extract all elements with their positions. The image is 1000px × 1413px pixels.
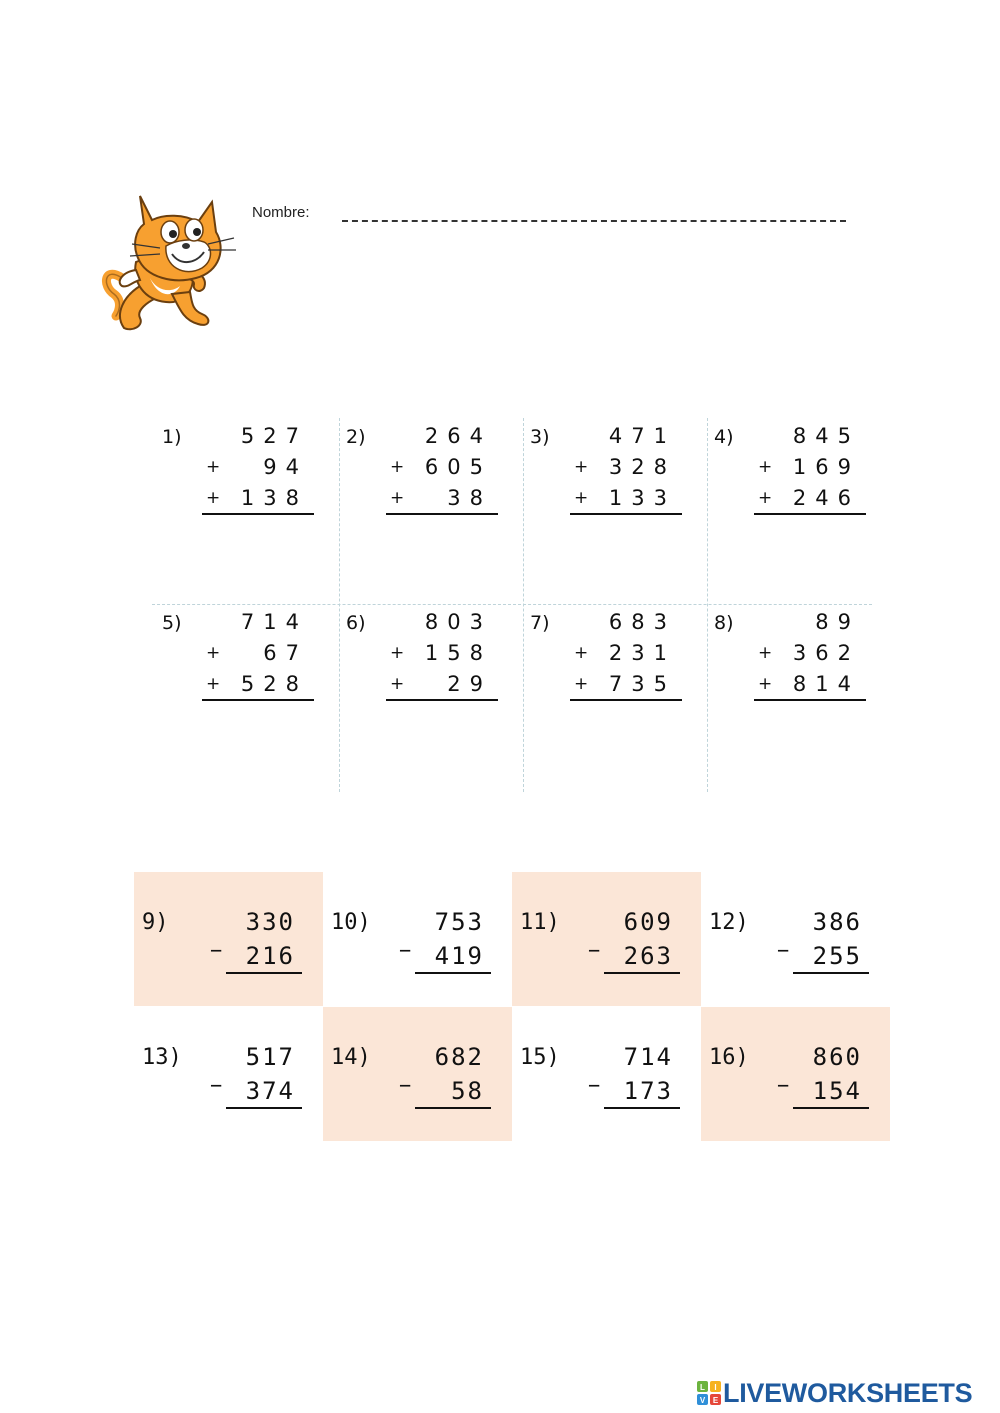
problem-number: 8) (714, 612, 734, 634)
plus-sign: + (206, 457, 221, 477)
addition-problem (336, 418, 520, 604)
minuend-value: 714 (623, 1043, 673, 1071)
problem-number: 14) (331, 1045, 371, 1070)
plus-sign: + (758, 488, 773, 508)
subtrahend-value: 374 (245, 1077, 295, 1105)
addend-row (202, 641, 314, 672)
addend-value: 67 (263, 641, 308, 665)
addend-value: 246 (792, 486, 860, 510)
difference-line (604, 1107, 680, 1109)
plus-sign: + (574, 674, 589, 694)
plus-sign: + (574, 457, 589, 477)
subtraction-problem (134, 872, 323, 1006)
addition-problem (336, 604, 520, 790)
subtrahend-value: 154 (812, 1077, 862, 1105)
plus-sign: + (206, 488, 221, 508)
brand-name: LIVEWORKSHEETS (723, 1378, 973, 1408)
difference-line (226, 1107, 302, 1109)
sum-line (754, 513, 866, 515)
problem-number: 9) (142, 910, 169, 935)
minus-sign: − (399, 938, 412, 962)
addend-row (386, 455, 498, 486)
addition-problem (152, 604, 336, 790)
addend-row (386, 424, 498, 455)
addend-value: 231 (608, 641, 676, 665)
plus-sign: + (758, 457, 773, 477)
addend-value: 735 (608, 672, 676, 696)
addition-problem (704, 604, 888, 790)
problem-number: 11) (520, 910, 560, 935)
liveworksheets-logo-icon (697, 1381, 721, 1405)
sum-line (754, 699, 866, 701)
subtrahend-value: 58 (451, 1077, 484, 1105)
addend-value: 528 (240, 672, 308, 696)
subtraction-problem (512, 872, 701, 1006)
minuend-value: 517 (245, 1043, 295, 1071)
addend-value: 683 (608, 610, 676, 634)
problem-number: 12) (709, 910, 749, 935)
minuend-value: 860 (812, 1043, 862, 1071)
minus-sign: − (588, 1073, 601, 1097)
subtrahend-value: 216 (245, 942, 295, 970)
problem-number: 15) (520, 1045, 560, 1070)
difference-line (226, 972, 302, 974)
addend-row (570, 641, 682, 672)
minus-sign: − (777, 1073, 790, 1097)
plus-sign: + (758, 674, 773, 694)
addend-value: 328 (608, 455, 676, 479)
difference-line (415, 972, 491, 974)
addend-row (754, 641, 866, 672)
addend-value: 605 (424, 455, 492, 479)
plus-sign: + (574, 643, 589, 663)
addend-value: 38 (447, 486, 492, 510)
svg-text:E: E (712, 1396, 719, 1405)
addend-row (202, 610, 314, 641)
minus-sign: − (777, 938, 790, 962)
subtraction-problem (134, 1007, 323, 1141)
liveworksheets-brand (697, 1378, 993, 1408)
addend-value: 158 (424, 641, 492, 665)
plus-sign: + (390, 643, 405, 663)
minus-sign: − (399, 1073, 412, 1097)
problem-number: 16) (709, 1045, 749, 1070)
svg-text:V: V (699, 1396, 706, 1405)
problem-number: 6) (346, 612, 366, 634)
svg-text:I: I (714, 1383, 717, 1392)
addend-row (570, 424, 682, 455)
addition-section (152, 418, 872, 792)
addition-problem (520, 418, 704, 604)
addend-row (754, 424, 866, 455)
addend-row (386, 641, 498, 672)
name-label: Nombre: (252, 204, 310, 221)
addend-value: 29 (447, 672, 492, 696)
addend-value: 89 (815, 610, 860, 634)
addend-value: 264 (424, 424, 492, 448)
minuend-value: 753 (434, 908, 484, 936)
minuend-value: 330 (245, 908, 295, 936)
addend-value: 169 (792, 455, 860, 479)
plus-sign: + (206, 643, 221, 663)
addend-value: 133 (608, 486, 676, 510)
subtraction-problem (512, 1007, 701, 1141)
plus-sign: + (390, 674, 405, 694)
minuend-value: 682 (434, 1043, 484, 1071)
addend-row (754, 610, 866, 641)
addition-problem (152, 418, 336, 604)
plus-sign: + (390, 488, 405, 508)
problem-number: 13) (142, 1045, 182, 1070)
subtraction-section (134, 872, 890, 1141)
addend-value: 138 (240, 486, 308, 510)
addend-row (570, 455, 682, 486)
problem-number: 3) (530, 426, 550, 448)
subtraction-problem (323, 1007, 512, 1141)
difference-line (415, 1107, 491, 1109)
plus-sign: + (758, 643, 773, 663)
difference-line (793, 972, 869, 974)
addend-value: 527 (240, 424, 308, 448)
sum-line (202, 513, 314, 515)
addend-value: 362 (792, 641, 860, 665)
minuend-value: 609 (623, 908, 673, 936)
plus-sign: + (390, 457, 405, 477)
minus-sign: − (588, 938, 601, 962)
problem-number: 2) (346, 426, 366, 448)
plus-sign: + (206, 674, 221, 694)
problem-number: 4) (714, 426, 734, 448)
addend-value: 714 (240, 610, 308, 634)
addend-row (202, 455, 314, 486)
difference-line (793, 1107, 869, 1109)
addend-value: 803 (424, 610, 492, 634)
subtraction-problem (323, 872, 512, 1006)
addend-row (202, 424, 314, 455)
problem-number: 1) (162, 426, 182, 448)
problem-number: 7) (530, 612, 550, 634)
addend-value: 845 (792, 424, 860, 448)
subtraction-problem (701, 872, 890, 1006)
subtrahend-value: 255 (812, 942, 862, 970)
scratch-cat-image (100, 186, 242, 334)
difference-line (604, 972, 680, 974)
sum-line (570, 513, 682, 515)
sum-line (570, 699, 682, 701)
sum-line (202, 699, 314, 701)
addend-row (386, 610, 498, 641)
addition-problem (704, 418, 888, 604)
minuend-value: 386 (812, 908, 862, 936)
addend-value: 814 (792, 672, 860, 696)
addend-value: 94 (263, 455, 308, 479)
addend-value: 471 (608, 424, 676, 448)
subtrahend-value: 263 (623, 942, 673, 970)
name-answer-line[interactable] (342, 220, 846, 222)
svg-text:L: L (700, 1383, 705, 1392)
sum-line (386, 513, 498, 515)
subtraction-problem (701, 1007, 890, 1141)
minus-sign: − (210, 1073, 223, 1097)
subtrahend-value: 173 (623, 1077, 673, 1105)
addend-row (754, 455, 866, 486)
problem-number: 5) (162, 612, 182, 634)
subtrahend-value: 419 (434, 942, 484, 970)
plus-sign: + (574, 488, 589, 508)
addition-problem (520, 604, 704, 790)
minus-sign: − (210, 938, 223, 962)
addend-row (570, 610, 682, 641)
sum-line (386, 699, 498, 701)
problem-number: 10) (331, 910, 371, 935)
